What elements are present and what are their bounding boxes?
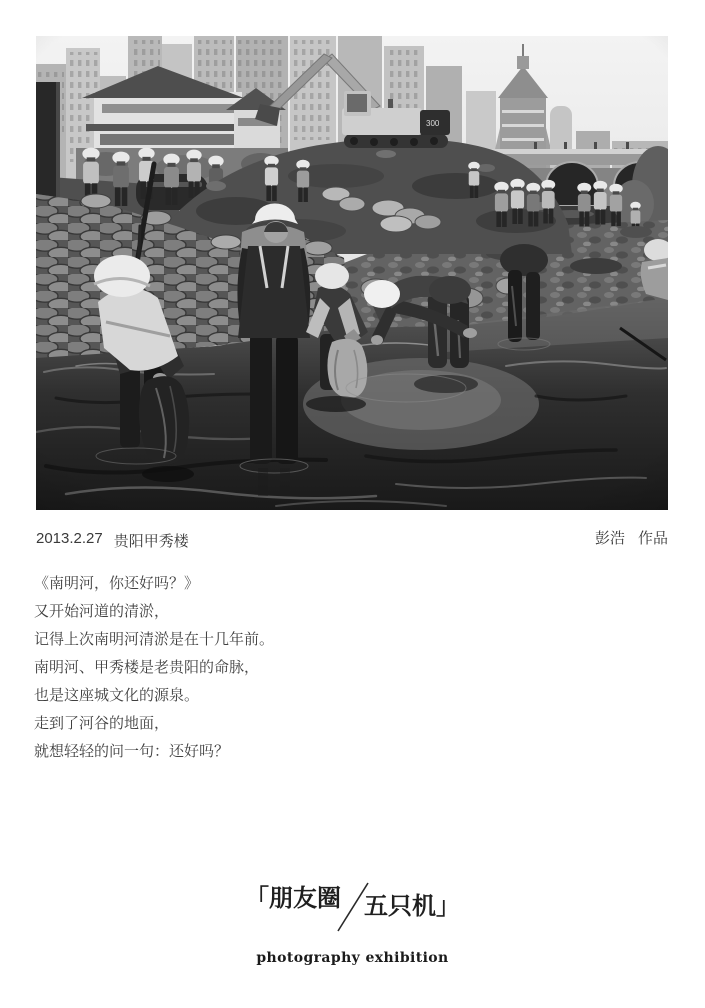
logo-title-part1: 朋友圈 — [269, 883, 341, 912]
caption-author-label: 作品 — [637, 530, 668, 547]
logo-title-part2: 五只机 — [364, 891, 436, 920]
logo-slash-icon — [335, 881, 371, 940]
exhibition-logo — [0, 884, 705, 966]
logo-subtitle: photography exhibition — [256, 949, 449, 966]
photo-illustration — [36, 36, 668, 510]
caption-right — [595, 527, 668, 548]
photo-caption — [36, 527, 668, 551]
poem-line: 就想轻轻的问一句：还好吗？ — [34, 743, 230, 760]
caption-date: 2013.2.27 — [36, 530, 103, 547]
poem-line: 南明河、甲秀楼是老贵阳的命脉， — [34, 659, 260, 676]
logo-bracket-close: 」 — [436, 891, 460, 920]
caption-location: 贵阳甲秀楼 — [113, 533, 189, 550]
logo-bracket-open: 「 — [245, 883, 269, 912]
poem-line: 也是这座城文化的源泉。 — [34, 687, 200, 704]
logo-title — [0, 884, 705, 943]
poem — [34, 570, 274, 766]
caption-left — [36, 530, 189, 551]
caption-author: 彭浩 — [594, 530, 625, 547]
poem-line: 记得上次南明河清淤是在十几年前。 — [34, 631, 275, 648]
poem-line: 走到了河谷的地面， — [34, 715, 170, 732]
poem-title-line: 《南明河，你还好吗？》 — [34, 575, 200, 592]
photo-vignette — [36, 36, 668, 510]
poem-line: 又开始河道的清淤， — [34, 603, 170, 620]
photograph — [36, 36, 668, 510]
